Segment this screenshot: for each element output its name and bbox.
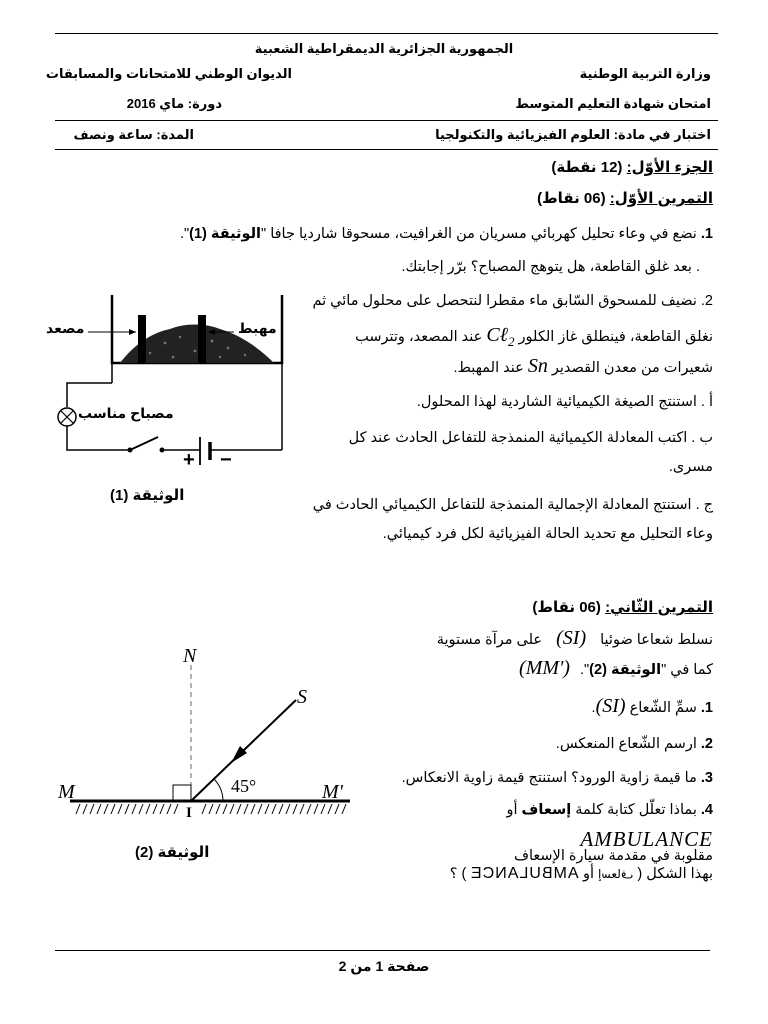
lamp-label: مصباح مناسب xyxy=(78,405,174,421)
ex2-q4-text-b: أو xyxy=(506,802,518,818)
ex2-q4-or: أو xyxy=(583,866,595,882)
ex1-qb-line2: مسرى. xyxy=(668,459,713,475)
ex2-q4-ambulance: AMBULANCE xyxy=(580,827,713,851)
ex1-q1 xyxy=(180,221,713,248)
wire-left-top xyxy=(67,383,112,407)
ex2-q1-end: . xyxy=(591,700,596,716)
ex2-intro-b: على مرآة مستوية xyxy=(436,632,543,648)
mirror-left-label: M xyxy=(58,781,75,803)
part1-points: (12 نقطة) xyxy=(551,159,623,176)
ex1-q2-line3-a: شعيرات من معدن القصدير xyxy=(551,360,713,376)
ex2-q4-number: 4. xyxy=(700,802,713,818)
ex2-q1-ray: (SI) xyxy=(595,695,626,717)
exam-subject: اختبار في مادة: العلوم الفيزيائية والتكنولجيا xyxy=(435,127,711,142)
ex1-q2-line3 xyxy=(453,353,713,382)
ex2-q4-line3-a: بهذا الشكل ( xyxy=(637,866,713,882)
ex2-q4-line2b: مقلوبة في مقدمة سيارة الإسعاف xyxy=(513,848,713,864)
ex1-title: التمرين الأوّل: xyxy=(609,190,713,207)
ex2-intro-a: نسلط شعاعا ضوئيا xyxy=(600,632,713,648)
exam-duration: المدة: ساعة ونصف xyxy=(73,127,194,142)
formula-cl: Cℓ xyxy=(486,324,509,346)
ex1-q2-line3-b: عند المهبط. xyxy=(453,360,524,376)
anode-label: مصعد xyxy=(46,320,85,336)
ex2-q3-number: 3. xyxy=(700,770,713,786)
battery-minus-sign: − xyxy=(220,449,232,471)
ex2-intro-c: كما في " xyxy=(661,662,713,678)
ex2-q1-text: سمِّ الشّعاع xyxy=(629,700,697,716)
anode-electrode xyxy=(138,315,146,363)
source-label: S xyxy=(297,686,307,708)
ex2-intro-end: ". xyxy=(579,662,590,678)
doc2-caption: الوثيقة (2) xyxy=(135,844,210,861)
ex1-heading xyxy=(537,189,713,207)
ex2-q4-line3 xyxy=(450,860,713,888)
ex2-q2-number: 2. xyxy=(700,736,713,752)
page-number: صفحة 1 من 2 xyxy=(338,958,430,974)
incidence-point-label: I xyxy=(186,805,192,821)
formula-cl-sub: 2 xyxy=(508,334,515,349)
cathode-electrode xyxy=(198,315,206,363)
ex2-q3-text: ما قيمة زاوية الورود؟ استنتج قيمة زاوية الانعكاس. xyxy=(401,770,697,786)
ex1-points: (06 نقاط) xyxy=(537,190,606,207)
angle-arc xyxy=(214,779,223,801)
part1-title: الجزء الأوّل: xyxy=(626,159,713,176)
mirrored-arabic-word: إسعاف xyxy=(598,867,634,881)
footer-rule xyxy=(55,950,710,951)
ministry: وزارة التربية الوطنية xyxy=(579,66,711,81)
open-switch xyxy=(130,437,158,450)
ex1-qc-line2: وعاء التحليل مع تحديد الحالة الفيزيائية لكل فرد كيميائي. xyxy=(382,526,713,542)
ex2-q2 xyxy=(556,731,713,758)
mirrored-ambulance: AMBULANCE xyxy=(470,865,579,882)
battery-plus-sign: + xyxy=(183,449,195,471)
ex2-q4-word: إسعاف xyxy=(521,802,572,818)
header-rule xyxy=(55,120,718,121)
normal-label: N xyxy=(183,645,197,667)
mirror-mm: (MM') xyxy=(519,657,570,679)
ex1-q1-number: 1. xyxy=(700,226,713,242)
ex2-q4-text-a: بماذا تعلّل كتابة كلمة xyxy=(575,802,697,818)
ex1-q1-end: ". xyxy=(179,226,190,242)
mirror-hatching xyxy=(76,804,346,814)
formula-tin: Sn xyxy=(527,355,548,377)
ex2-heading xyxy=(532,598,713,616)
part1-heading xyxy=(551,158,713,176)
formula-chlorine xyxy=(486,322,514,355)
ex1-qb-line1: ب . اكتب المعادلة الكيميائية المنمذجة للتفاعل الحادث عند كل xyxy=(348,430,713,446)
ex1-q2-line1: 2. نضيف للمسحوق السّابق ماء مقطرا لنتحصل على محلول مائي ثم xyxy=(312,293,713,309)
ex1-qc-line1: ج . استنتج المعادلة الإجمالية المنمذجة للتفاعل الكيميائي الحادث في xyxy=(312,497,713,513)
ex2-q3 xyxy=(402,765,713,792)
ex2-q1 xyxy=(592,693,713,722)
right-angle-marker xyxy=(173,785,191,800)
ex1-q2-line2-b: عند المصعد، وتترسب xyxy=(355,329,483,345)
ex2-q4-line1 xyxy=(506,797,713,824)
ex2-title: التمرين الثّاني: xyxy=(605,599,713,616)
exam-office: الديوان الوطني للامتحانات والمسابقات xyxy=(45,66,292,81)
header-bottom-rule xyxy=(55,149,718,150)
cathode-label: مهبط xyxy=(238,320,277,336)
republic-title: الجمهورية الجزائرية الديمقراطية الشعبية xyxy=(254,41,514,56)
ex2-intro-line1 xyxy=(437,625,713,654)
ex2-intro-line2 xyxy=(519,655,713,684)
doc2-mirror-diagram xyxy=(50,640,370,840)
doc1-caption: الوثيقة (1) xyxy=(110,487,185,504)
ex2-doc-ref: الوثيقة (2) xyxy=(589,662,662,678)
ex2-q2-text: ارسم الشّعاع المنعكس. xyxy=(555,736,697,752)
ex2-q1-number: 1. xyxy=(700,700,713,716)
angle-label: 45° xyxy=(231,776,257,796)
mirror-right-label: M' xyxy=(322,781,343,803)
exam-session: دورة: ماي 2016 xyxy=(126,96,222,111)
ex1-q1-doc-ref: الوثيقة (1) xyxy=(189,226,262,242)
ex1-q2-line2 xyxy=(355,322,713,355)
top-rule xyxy=(55,33,718,34)
exam-name: امتحان شهادة التعليم المتوسط xyxy=(515,96,711,111)
ex1-q1-text: نضع في وعاء تحليل كهربائي مسريان من الغرافيت، مسحوقا شارديا جافا " xyxy=(261,226,697,242)
ex2-q4-line3-b: ) ؟ xyxy=(449,866,467,882)
ex1-q2-line2-a: نغلق القاطعة، فينطلق غاز الكلور xyxy=(518,329,713,345)
ex2-points: (06 نقاط) xyxy=(532,599,601,616)
ex1-qa: أ . استنتج الصيغة الكيميائية الشاردية لهذا المحلول. xyxy=(416,394,713,410)
ray-si: (SI) xyxy=(556,627,587,649)
ex1-q1-sub: . بعد غلق القاطعة، هل يتوهج المصباح؟ برّر إجابتك. xyxy=(401,259,700,275)
